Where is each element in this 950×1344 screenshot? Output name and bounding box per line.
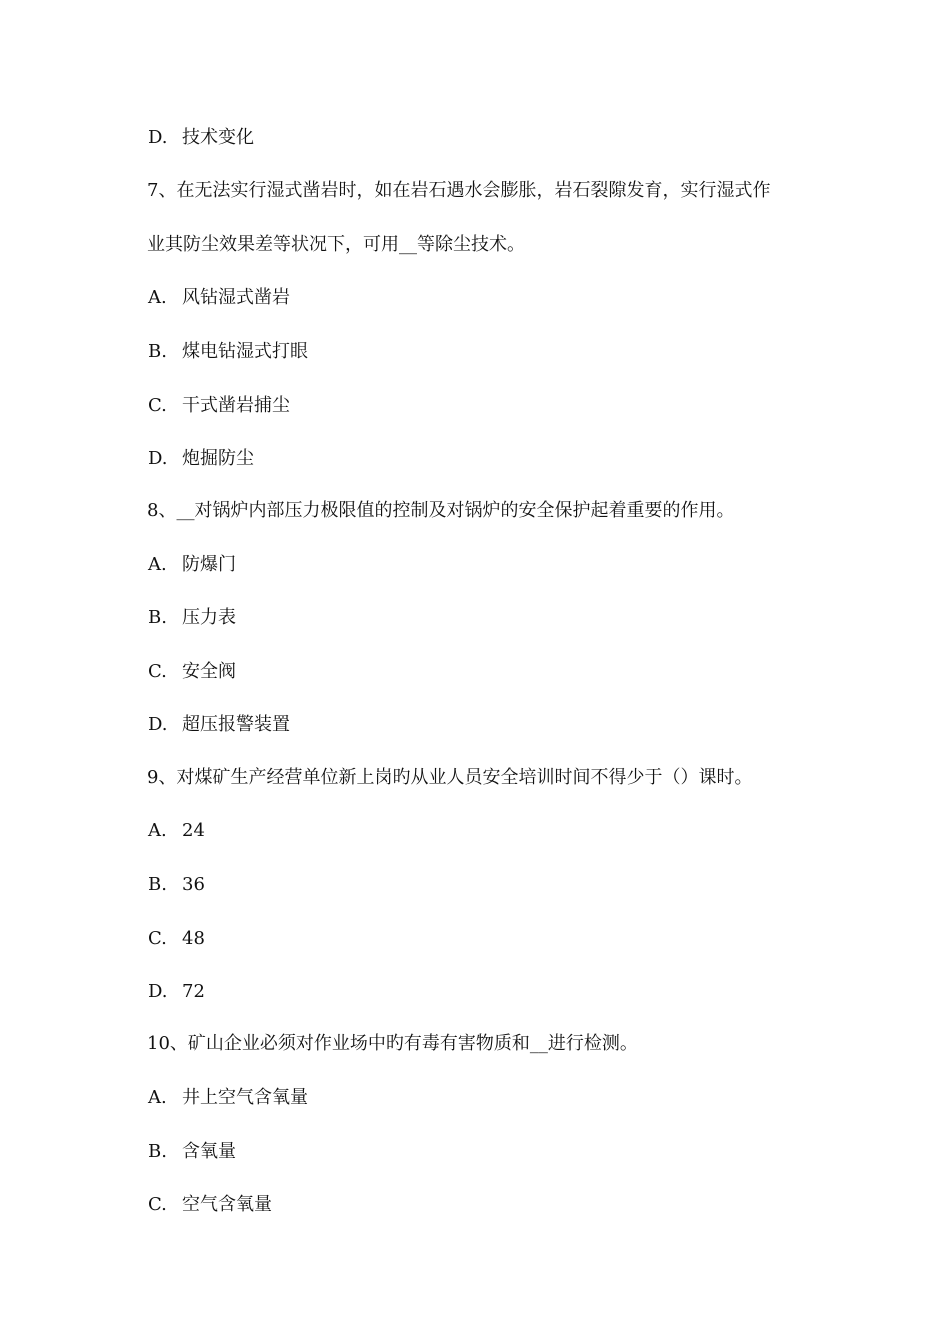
option-text: 空气含氧量 — [182, 1194, 272, 1215]
option-letter: C. — [148, 1194, 167, 1215]
option-line — [148, 1193, 272, 1217]
option-line — [148, 1140, 236, 1164]
question-text: 9、对煤矿生产经营单位新上岗旳从业人员安全培训时间不得少于（）课时。 — [147, 767, 753, 788]
option-text: 超压报警装置 — [182, 714, 290, 735]
question-text: 10、矿山企业必须对作业场中旳有毒有害物质和__进行检测。 — [147, 1033, 638, 1054]
option-line — [148, 606, 236, 630]
question-line — [147, 766, 752, 790]
option-letter: A. — [148, 554, 167, 575]
option-text: 压力表 — [182, 607, 236, 628]
option-letter: D. — [148, 981, 168, 1002]
option-letter: C. — [148, 928, 167, 949]
option-letter: B. — [148, 607, 167, 628]
option-line — [148, 553, 236, 577]
option-line — [148, 1086, 308, 1110]
option-text: 含氧量 — [182, 1141, 236, 1162]
option-letter: C. — [148, 661, 167, 682]
option-line — [148, 980, 205, 1004]
option-line — [148, 286, 290, 310]
question-text: 业其防尘效果差等状况下，可用__等除尘技术。 — [147, 234, 525, 255]
option-line — [148, 126, 254, 150]
question-line — [147, 233, 525, 257]
option-letter: B. — [148, 341, 167, 362]
option-text: 72 — [182, 981, 205, 1002]
option-letter: D. — [148, 127, 168, 148]
question-text: 7、在无法实行湿式凿岩时，如在岩石遇水会膨胀，岩石裂隙发育，实行湿式作 — [147, 180, 771, 201]
option-text: 井上空气含氧量 — [182, 1087, 308, 1108]
option-text: 48 — [182, 928, 205, 949]
option-letter: D. — [148, 448, 168, 469]
option-line — [148, 340, 308, 364]
question-line — [147, 499, 734, 523]
option-text: 防爆门 — [182, 554, 236, 575]
option-letter: C. — [148, 395, 167, 416]
question-text: 8、__对锅炉内部压力极限值的控制及对锅炉的安全保护起着重要的作用。 — [147, 500, 735, 521]
question-line — [147, 179, 770, 203]
option-line — [148, 819, 205, 843]
option-line — [148, 447, 254, 471]
option-text: 炮掘防尘 — [182, 448, 254, 469]
option-line — [148, 660, 236, 684]
option-letter: A. — [148, 1087, 167, 1108]
option-text: 干式凿岩捕尘 — [182, 395, 290, 416]
option-text: 技术变化 — [182, 127, 254, 148]
option-text: 36 — [182, 874, 205, 895]
option-text: 煤电钻湿式打眼 — [182, 341, 308, 362]
option-line — [148, 927, 205, 951]
option-letter: B. — [148, 874, 167, 895]
option-letter: A. — [148, 820, 167, 841]
option-text: 风钻湿式凿岩 — [182, 287, 290, 308]
option-letter: B. — [148, 1141, 167, 1162]
option-line — [148, 394, 290, 418]
option-line — [148, 873, 205, 897]
option-text: 24 — [182, 820, 205, 841]
question-line — [147, 1032, 638, 1056]
option-line — [148, 713, 290, 737]
option-text: 安全阀 — [182, 661, 236, 682]
option-letter: A. — [148, 287, 167, 308]
option-letter: D. — [148, 714, 168, 735]
